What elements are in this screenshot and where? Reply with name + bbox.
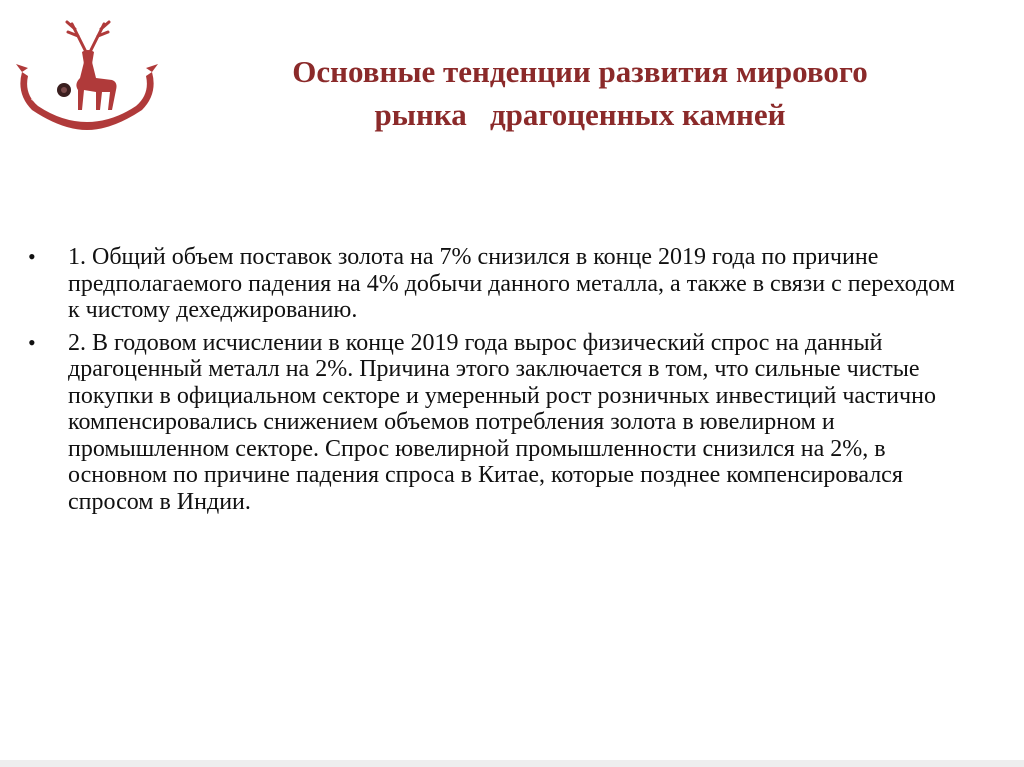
logo-ribbon-text: жегородский губернский колле	[30, 94, 143, 122]
bullet-text: 1. Общий объем поставок золота на 7% снизился в конце 2019 года по причине предполагаемого падения на 4% добычи данного металла, а также в связи с переходом к чистому дехеджированию.	[68, 244, 955, 323]
title-line: рынка драгоценных камней	[374, 97, 786, 132]
bullet-item	[28, 330, 958, 516]
bullet-item	[28, 244, 958, 324]
title-line: Основные тенденции развития мирового	[292, 54, 868, 89]
bullet-text: 2. В годовом исчислении в конце 2019 года вырос физический спрос на данный драгоценный металл на 2%. Причина этого заключается в том, что сильные чистые покупки в официальном секторе и умеренный рост розничных инвестиций частично компенсировались снижением объемов потребления золота в ювелирном и промышленном секторе. Спрос ювелирной промышленности снизился на 2%, в основном по причине падения спроса в Китае, которые позднее компенсировался спросом в Индии.	[68, 329, 936, 515]
bullet-marker: •	[28, 244, 36, 269]
deer-emblem-icon	[12, 14, 162, 134]
slide-title	[190, 50, 970, 136]
bullet-marker: •	[28, 329, 36, 355]
college-logo	[12, 14, 162, 134]
slide-bottom-edge	[0, 760, 1024, 767]
bullet-list	[28, 244, 958, 521]
